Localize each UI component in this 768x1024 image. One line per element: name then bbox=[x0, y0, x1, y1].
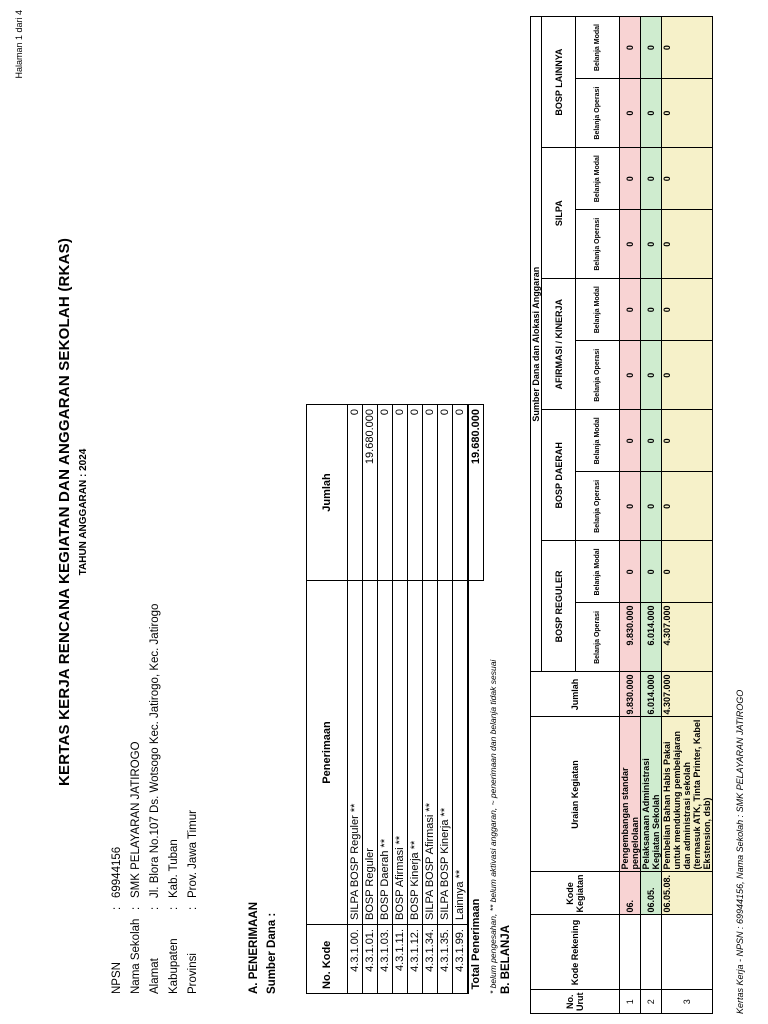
cell-kode: 4.3.1.03. bbox=[378, 925, 393, 994]
cell-lainnya-modal: 0 bbox=[641, 17, 662, 79]
table-row bbox=[620, 17, 641, 1014]
col-header-kode: No. Kode bbox=[307, 925, 348, 994]
cell-kode: 4.3.1.11. bbox=[393, 925, 408, 994]
page-number: Halaman 1 dari 4 bbox=[14, 10, 24, 79]
cell-reguler-operasi: 4.307.000 bbox=[662, 603, 713, 672]
cell-jumlah: 4.307.000 bbox=[662, 672, 713, 717]
cell-kode: 4.3.1.35. bbox=[438, 925, 453, 994]
cell-silpa-operasi: 0 bbox=[641, 210, 662, 279]
cell-jumlah: 0 bbox=[378, 405, 393, 581]
info-label: Nama Sekolah bbox=[130, 918, 142, 994]
info-school-name bbox=[127, 604, 146, 994]
cell-afirmasi-operasi: 0 bbox=[620, 341, 641, 410]
cell-kode-kegiatan: 06. bbox=[620, 872, 641, 915]
footnote: * belum pengesahan, ** belum aktivasi anggaran, ~ penerimaan dan belanja tidak sesuai bbox=[488, 659, 498, 994]
info-label: NPSN bbox=[111, 962, 123, 994]
cell-afirmasi-modal: 0 bbox=[662, 279, 713, 341]
document-title: KERTAS KERJA RENCANA KEGIATAN DAN ANGGARAN SEKOLAH (RKAS) bbox=[56, 237, 73, 787]
cell-penerimaan: SILPA BOSP Kinerja ** bbox=[438, 581, 453, 925]
cell-daerah-modal: 0 bbox=[641, 410, 662, 472]
col-header-sumber-dana: Sumber Dana dan Alokasi Anggaran bbox=[531, 17, 542, 672]
info-value: 69944156 bbox=[111, 846, 123, 898]
cell-kode: 4.3.1.00. bbox=[348, 925, 363, 994]
col-header-source: BOSP REGULER bbox=[542, 541, 576, 672]
section-penerimaan-heading: A. PENERIMAAN bbox=[248, 901, 260, 994]
col-header-jumlah: Jumlah bbox=[531, 672, 620, 717]
cell-jumlah: 0 bbox=[408, 405, 423, 581]
table-row bbox=[641, 17, 662, 1014]
table-row bbox=[453, 405, 469, 994]
section-belanja-heading: B. BELANJA bbox=[500, 924, 512, 994]
cell-uraian: Pembelian Bahan Habis Pakai untuk mendukung pembelajaran dan administrasi sekolah (termasuk ATK, Tinta Printer, Kabel Ekstension, dsb) bbox=[662, 717, 713, 872]
info-label: Provinsi bbox=[187, 953, 199, 994]
cell-penerimaan: SILPA BOSP Afirmasi ** bbox=[423, 581, 438, 925]
cell-lainnya-modal: 0 bbox=[662, 17, 713, 79]
table-row bbox=[438, 405, 453, 994]
cell-jumlah: 0 bbox=[423, 405, 438, 581]
col-header-belanja-operasi: Belanja Operasi bbox=[576, 210, 620, 279]
cell-afirmasi-operasi: 0 bbox=[641, 341, 662, 410]
cell-jumlah: 0 bbox=[348, 405, 363, 581]
cell-afirmasi-operasi: 0 bbox=[662, 341, 713, 410]
info-province bbox=[184, 604, 203, 994]
info-value: Jl. Blora No.107 Ds. Wotsogo Kec. Jatirogo, Kec. Jatirogo bbox=[149, 603, 161, 898]
cell-uraian: Pelaksanaan Administrasi Kegiatan Sekolah bbox=[641, 717, 662, 872]
col-header-kode-kegiatan: Kode Kegiatan bbox=[531, 872, 620, 915]
col-header-belanja-operasi: Belanja Operasi bbox=[576, 603, 620, 672]
sumber-dana-label: Sumber Dana : bbox=[266, 912, 278, 994]
table-row bbox=[408, 405, 423, 994]
cell-silpa-operasi: 0 bbox=[662, 210, 713, 279]
info-regency bbox=[165, 604, 184, 994]
col-header-belanja-modal: Belanja Modal bbox=[576, 410, 620, 472]
col-header-source: BOSP DAERAH bbox=[542, 410, 576, 541]
col-header-jumlah: Jumlah bbox=[307, 405, 348, 581]
cell-kode-kegiatan: 06.05.08. bbox=[662, 872, 713, 915]
col-header-belanja-operasi: Belanja Operasi bbox=[576, 341, 620, 410]
cell-silpa-modal: 0 bbox=[620, 148, 641, 210]
cell-jumlah: 0 bbox=[393, 405, 408, 581]
cell-kode: 4.3.1.34. bbox=[423, 925, 438, 994]
cell-penerimaan: SILPA BOSP Reguler ** bbox=[348, 581, 363, 925]
fiscal-year: TAHUN ANGGARAN : 2024 bbox=[78, 448, 89, 576]
col-header-belanja-modal: Belanja Modal bbox=[576, 148, 620, 210]
col-header-no: No. Urut bbox=[531, 990, 620, 1014]
cell-penerimaan: BOSP Kinerja ** bbox=[408, 581, 423, 925]
col-header-belanja-operasi: Belanja Operasi bbox=[576, 472, 620, 541]
cell-no: 1 bbox=[620, 990, 641, 1014]
table-row bbox=[423, 405, 438, 994]
cell-penerimaan: Lainnya ** bbox=[453, 581, 469, 925]
info-value: SMK PELAYARAN JATIROGO bbox=[130, 741, 142, 898]
page-footer: Kertas Kerja - NPSN : 69944156, Nama Sekolah : SMK PELAYARAN JATIROGO bbox=[735, 689, 745, 1014]
col-header-source: BOSP LAINNYA bbox=[542, 17, 576, 148]
cell-kode: 4.3.1.01. bbox=[363, 925, 378, 994]
cell-lainnya-operasi: 0 bbox=[641, 79, 662, 148]
col-header-penerimaan: Penerimaan bbox=[307, 581, 348, 925]
cell-kode: 4.3.1.99. bbox=[453, 925, 469, 994]
total-row bbox=[468, 405, 484, 994]
info-colon: : bbox=[130, 906, 142, 910]
cell-penerimaan: BOSP Reguler bbox=[363, 581, 378, 925]
cell-lainnya-operasi: 0 bbox=[662, 79, 713, 148]
cell-kode-rekening bbox=[662, 915, 713, 990]
cell-jumlah: 6.014.000 bbox=[641, 672, 662, 717]
info-value: Prov. Jawa Timur bbox=[187, 810, 199, 898]
cell-no: 3 bbox=[662, 990, 713, 1014]
cell-jumlah: 0 bbox=[438, 405, 453, 581]
school-info bbox=[108, 604, 203, 994]
cell-reguler-modal: 0 bbox=[641, 541, 662, 603]
col-header-belanja-operasi: Belanja Operasi bbox=[576, 79, 620, 148]
cell-daerah-modal: 0 bbox=[620, 410, 641, 472]
col-header-source: SILPA bbox=[542, 148, 576, 279]
cell-silpa-modal: 0 bbox=[641, 148, 662, 210]
col-header-belanja-modal: Belanja Modal bbox=[576, 17, 620, 79]
cell-uraian: Pengembangan standar pengelolaan bbox=[620, 717, 641, 872]
cell-kode-rekening bbox=[641, 915, 662, 990]
info-colon: : bbox=[111, 906, 123, 910]
info-label: Kabupaten bbox=[168, 938, 180, 994]
cell-daerah-operasi: 0 bbox=[641, 472, 662, 541]
cell-penerimaan: BOSP Afirmasi ** bbox=[393, 581, 408, 925]
cell-kode: 4.3.1.12. bbox=[408, 925, 423, 994]
cell-reguler-modal: 0 bbox=[620, 541, 641, 603]
cell-daerah-operasi: 0 bbox=[662, 472, 713, 541]
total-label: Total Penerimaan bbox=[468, 581, 484, 994]
table-row bbox=[662, 17, 713, 1014]
cell-lainnya-modal: 0 bbox=[620, 17, 641, 79]
col-header-kode-rekening: Kode Rekening bbox=[531, 915, 620, 990]
belanja-table bbox=[530, 16, 713, 1014]
col-header-source: AFIRMASI / KINERJA bbox=[542, 279, 576, 410]
cell-silpa-operasi: 0 bbox=[620, 210, 641, 279]
info-npsn bbox=[108, 604, 127, 994]
total-value: 19.680.000 bbox=[468, 405, 484, 581]
info-value: Kab. Tuban bbox=[168, 839, 180, 898]
col-header-belanja-modal: Belanja Modal bbox=[576, 279, 620, 341]
cell-reguler-modal: 0 bbox=[662, 541, 713, 603]
table-row bbox=[363, 405, 378, 994]
table-row bbox=[393, 405, 408, 994]
cell-daerah-operasi: 0 bbox=[620, 472, 641, 541]
cell-lainnya-operasi: 0 bbox=[620, 79, 641, 148]
cell-reguler-operasi: 9.830.000 bbox=[620, 603, 641, 672]
cell-penerimaan: BOSP Daerah ** bbox=[378, 581, 393, 925]
info-label: Alamat bbox=[149, 958, 161, 994]
info-colon: : bbox=[149, 906, 161, 910]
cell-daerah-modal: 0 bbox=[662, 410, 713, 472]
cell-jumlah: 19.680.000 bbox=[363, 405, 378, 581]
cell-kode-rekening bbox=[620, 915, 641, 990]
info-colon: : bbox=[168, 906, 180, 910]
cell-afirmasi-modal: 0 bbox=[641, 279, 662, 341]
cell-no: 2 bbox=[641, 990, 662, 1014]
penerimaan-table bbox=[306, 404, 484, 994]
table-row bbox=[348, 405, 363, 994]
info-colon: : bbox=[187, 906, 199, 910]
info-address bbox=[146, 604, 165, 994]
table-row bbox=[378, 405, 393, 994]
cell-jumlah: 0 bbox=[453, 405, 469, 581]
col-header-belanja-modal: Belanja Modal bbox=[576, 541, 620, 603]
cell-afirmasi-modal: 0 bbox=[620, 279, 641, 341]
cell-kode-kegiatan: 06.05. bbox=[641, 872, 662, 915]
cell-jumlah: 9.830.000 bbox=[620, 672, 641, 717]
cell-reguler-operasi: 6.014.000 bbox=[641, 603, 662, 672]
cell-silpa-modal: 0 bbox=[662, 148, 713, 210]
col-header-uraian: Uraian Kegiatan bbox=[531, 717, 620, 872]
